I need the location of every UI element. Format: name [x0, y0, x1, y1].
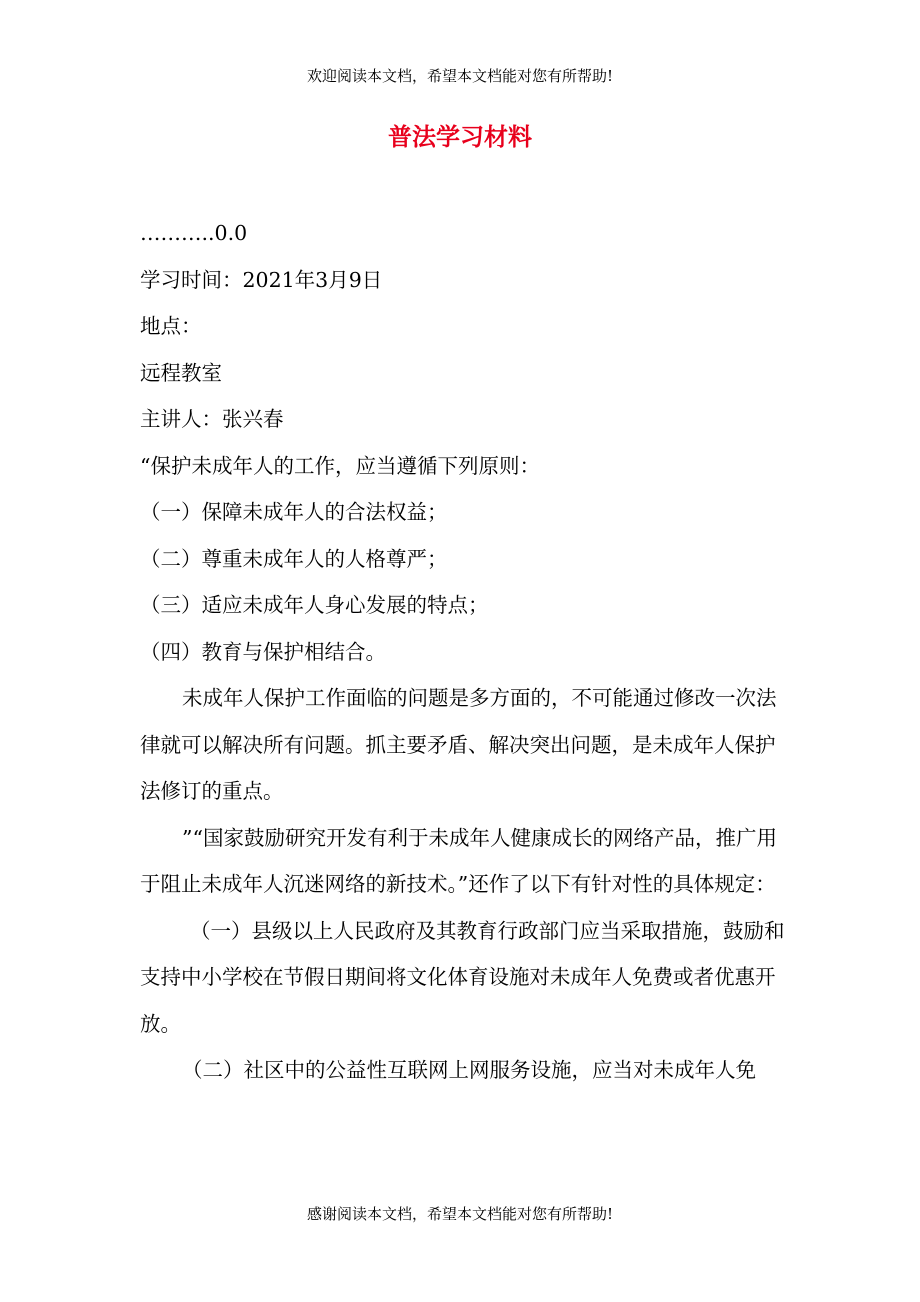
- principle-item-4: （四）教育与保护相结合。: [140, 639, 386, 664]
- place-label-line: 地点：: [140, 314, 202, 338]
- principle-item-1: （一）保障未成年人的合法权益；: [140, 500, 448, 524]
- paragraph-problems: 未成年人保护工作面临的问题是多方面的，不可能通过修改一次法律就可以解决所有问题。抓主要矛盾、解决突出问题，是未成年人保护法修订的重点。: [140, 686, 777, 803]
- study-time-line: 学习时间：2021年3月9日: [140, 267, 383, 292]
- reference-line: ………..0.0: [140, 221, 248, 245]
- document-body: [140, 210, 790, 1094]
- footer-note: 感谢阅读本文档，希望本文档能对您有所帮助!: [306, 1205, 614, 1223]
- header-note: 欢迎阅读本文档，希望本文档能对您有所帮助!: [306, 67, 614, 85]
- document-title: 普法学习材料: [388, 122, 532, 151]
- principle-item-2: （二）尊重未成年人的人格尊严；: [140, 546, 448, 571]
- speaker-line: 主讲人：张兴春: [140, 407, 284, 431]
- principles-intro-line: “保护未成年人的工作，应当遵循下列原则：: [140, 453, 540, 478]
- place-value-line: 远程教室: [140, 360, 222, 385]
- paragraph-regulation-2: （二）社区中的公益性互联网上网服务设施，应当对未成年人免: [182, 1058, 756, 1082]
- paragraph-network-products: ”“国家鼓励研究开发有利于未成年人健康成长的网络产品，推广用于阻止未成年人沉迷网络的新技术。”还作了以下有针对性的具体规定：: [140, 825, 777, 896]
- principle-item-3: （三）适应未成年人身心发展的特点；: [140, 593, 489, 617]
- paragraph-regulation-1: （一）县级以上人民政府及其教育行政部门应当采取措施，鼓励和支持中小学校在节假日期间将文化体育设施对未成年人免费或者优惠开放。: [140, 918, 785, 1036]
